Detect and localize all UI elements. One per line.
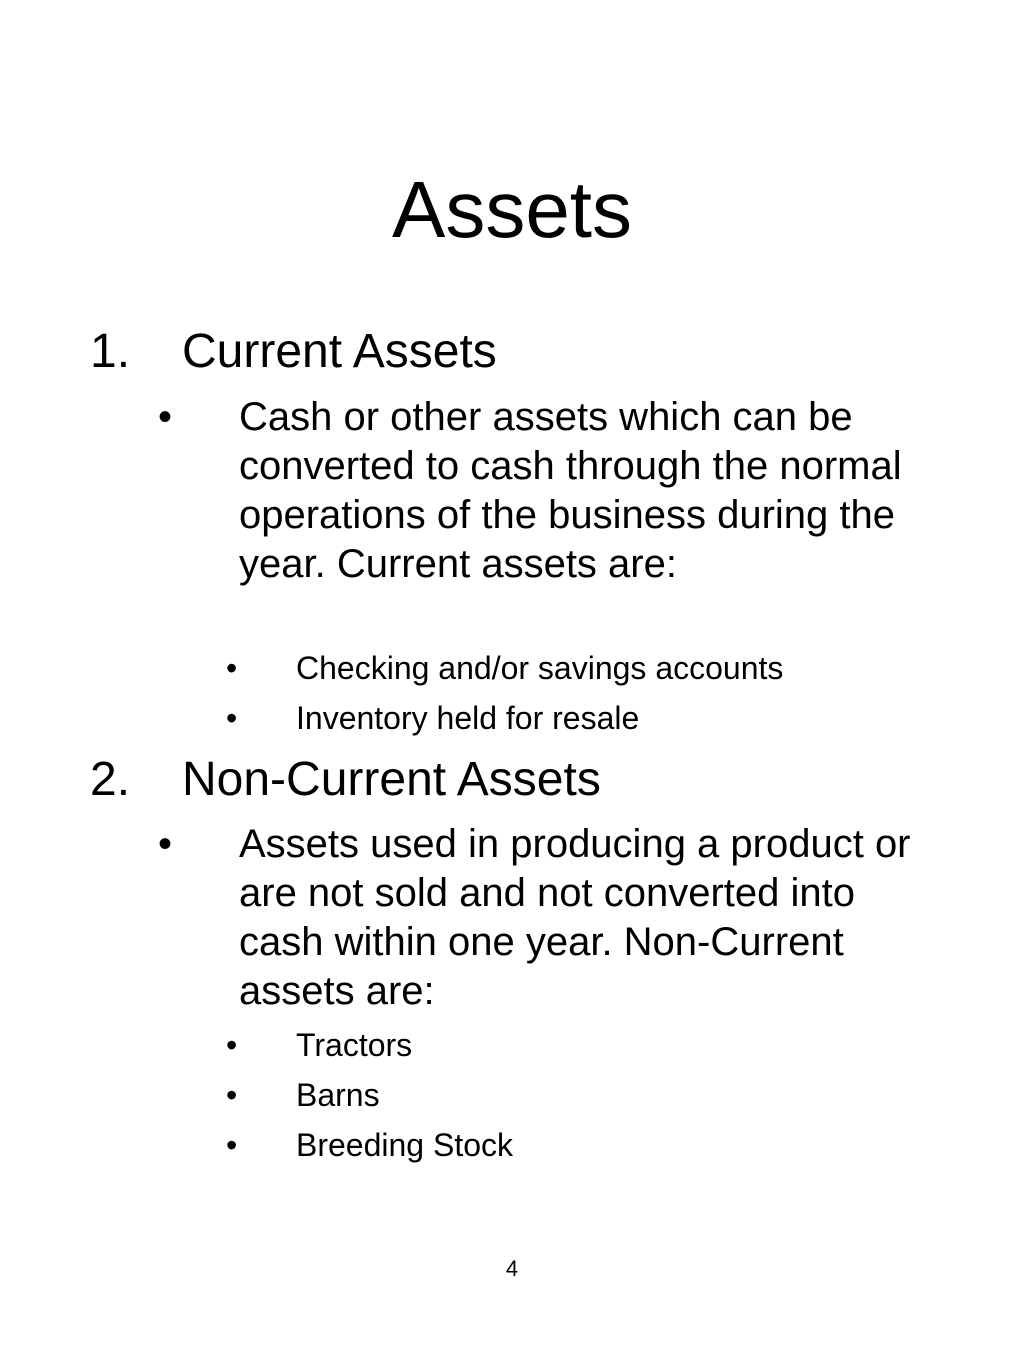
section-heading: Non-Current Assets — [182, 753, 601, 806]
page-number: 4 — [505, 1256, 519, 1281]
list-item-text: Tractors — [296, 1027, 413, 1063]
bullet-icon: • — [226, 650, 238, 686]
section-number: 1. — [90, 325, 131, 378]
list-item-text: Breeding Stock — [296, 1127, 514, 1163]
section-heading: Current Assets — [182, 325, 497, 378]
bullet-icon: • — [158, 822, 173, 866]
bullet-icon: • — [226, 1127, 238, 1163]
slide-title: Assets — [391, 165, 633, 254]
description-text: Assets used in producing a product or are not sold and not converted into cash within one year. Non-Current assets are: — [239, 822, 911, 1013]
bullet-icon: • — [226, 1077, 238, 1113]
bullet-icon: • — [158, 395, 173, 439]
list-item-text: Inventory held for resale — [296, 700, 640, 736]
bullet-icon: • — [226, 1027, 238, 1063]
section-number: 2. — [90, 753, 131, 806]
section-description — [158, 820, 938, 1016]
list-item-text: Checking and/or savings accounts — [296, 650, 784, 686]
list-item-text: Barns — [296, 1077, 380, 1113]
description-text: Cash or other assets which can be converted to cash through the normal operations of the business during the year. Current assets are: — [239, 395, 902, 586]
bullet-icon: • — [226, 700, 238, 736]
section-description — [158, 393, 938, 589]
